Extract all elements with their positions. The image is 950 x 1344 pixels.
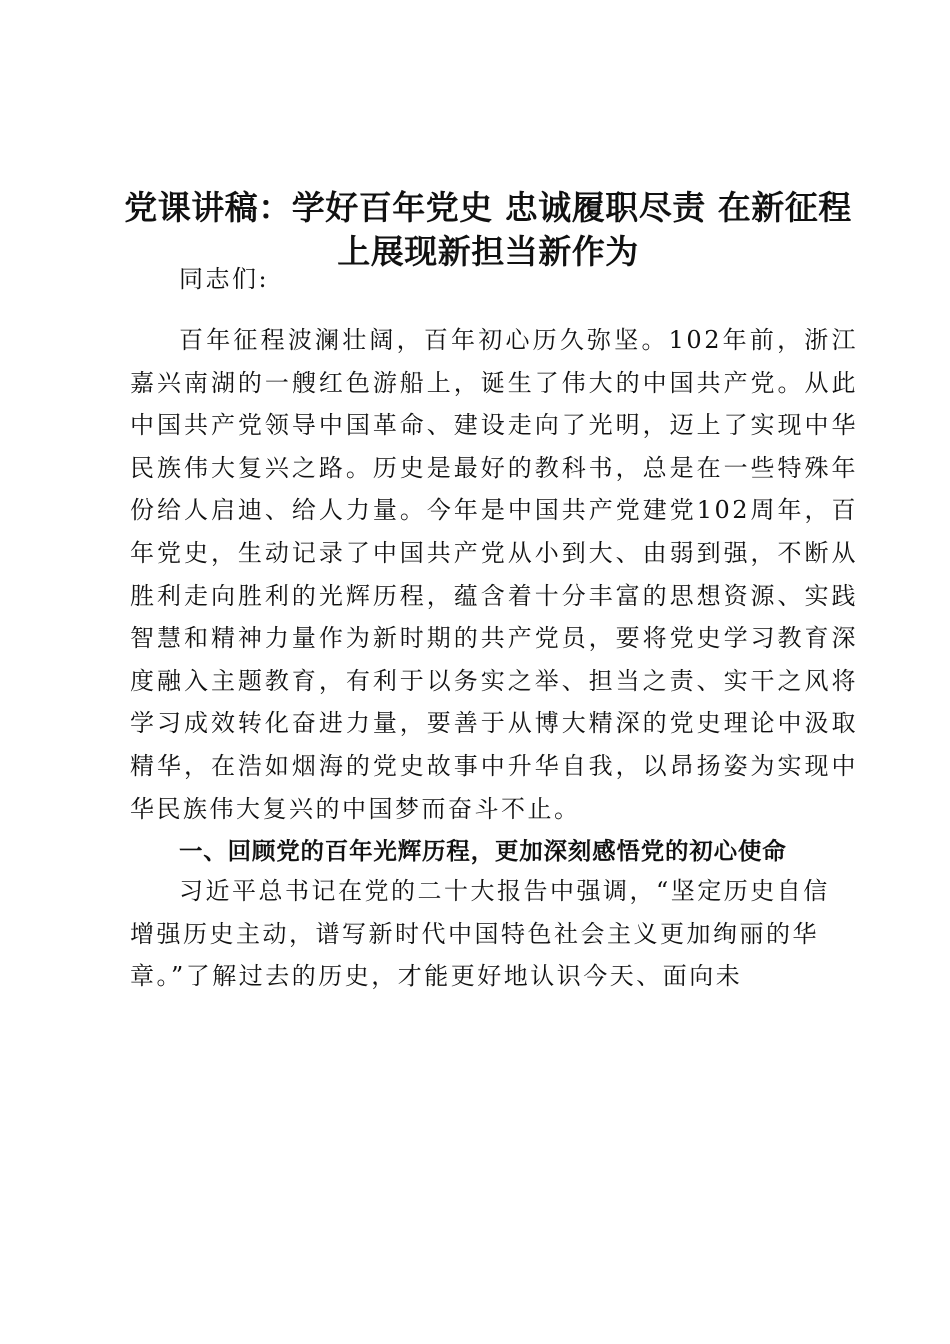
greeting: 同志们: — [179, 265, 270, 293]
document-title: 党课讲稿：学好百年党史 忠诚履职尽责 在新征程上展现新担当新作为 — [124, 188, 852, 271]
body-paragraph: 百年征程波澜壮阔，百年初心历久弥坚。102年前，浙江嘉兴南湖的一艘红色游船上，诞生了伟大的中国共产党。从此中国共产党领导中国革命、建设走向了光明，迈上了实现中华民族伟大复兴之路。历史是最好的教科书，总是在一些特殊年份给人启迪、给人力量。今年是中国共产党建党102周年，百年党史，生动记录了中国共产党从小到大、由弱到强，不断从胜利走向胜利的光辉历程，蕴含着十分丰富的思想资源、实践智慧和精神力量作为新时期的共产党员，要将党史学习教育深度融入主题教育，有利于以务实之举、担当之责、实干之风将学习成效转化奋进力量，要善于从博大精深的党史理论中汲取精华，在浩如烟海的党史故事中升华自我，以昂扬姿为实现中华民族伟大复兴的中国梦而奋斗不止。 — [130, 326, 858, 823]
section-heading: 一、回顾党的百年光辉历程，更加深刻感悟党的初心使命 — [179, 837, 787, 865]
section-paragraph: 习近平总书记在党的二十大报告中强调，“坚定历史自信增强历史主动，谱写新时代中国特色社会主义更加绚丽的华章。”了解过去的历史，才能更好地认识今天、面向未 — [130, 877, 830, 991]
